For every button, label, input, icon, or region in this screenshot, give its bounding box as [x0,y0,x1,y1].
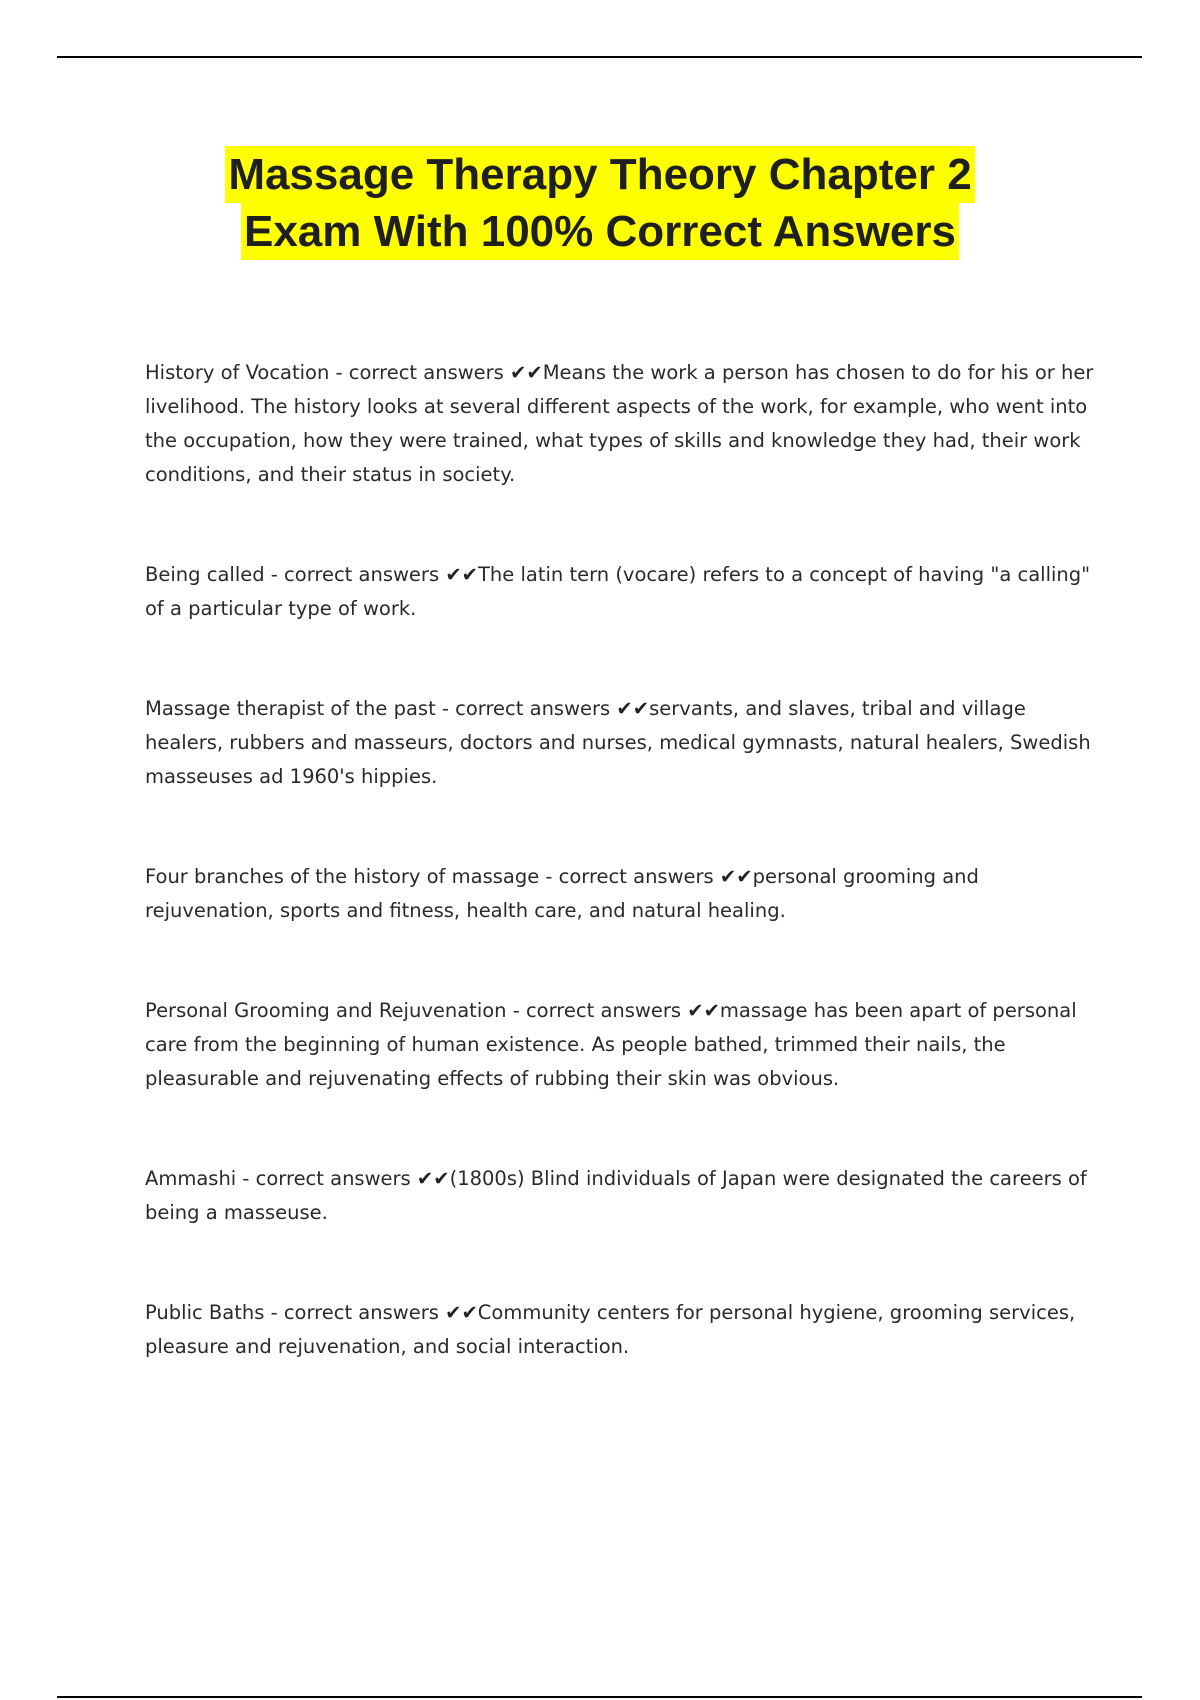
qa-answer: servants, and slaves, tribal and village healers, rubbers and masseurs, doctors and nurses, medical gymnasts, natural healers, Swedish masseuses ad 1960's hippies. [145,697,1091,788]
qa-term: Being called - correct answers [145,563,446,586]
qa-item-personal-grooming [145,994,1095,1096]
qa-item-four-branches [145,860,1095,928]
qa-term: Personal Grooming and Rejuvenation - correct answers [145,999,688,1022]
top-rule [57,56,1142,58]
check-icon: ✔✔ [416,1167,450,1190]
qa-item-being-called [145,558,1095,626]
qa-term: Massage therapist of the past - correct answers [145,697,617,720]
qa-answer: (1800s) Blind individuals of Japan were designated the careers of being a masseuse. [145,1167,1087,1224]
check-icon: ✔✔ [445,563,478,586]
qa-term: Public Baths - correct answers [145,1301,446,1324]
document-title [0,146,1200,260]
title-line-2: Exam With 100% Correct Answers [241,203,959,260]
qa-answer: massage has been apart of personal care from the beginning of human existence. As people bathed, trimmed their nails, the pleasurable and rejuvenating effects of rubbing their skin was obvious. [145,999,1077,1090]
qa-answer: Means the work a person has chosen to do for his or her livelihood. The history looks at several different aspects of the work, for example, who went into the occupation, how they were trained, what types of skills and knowledge they had, their work conditions, and their status in society. [145,361,1094,486]
qa-term: Ammashi - correct answers [145,1167,417,1190]
qa-item-massage-therapist-past [145,692,1095,794]
bottom-rule [57,1696,1142,1698]
qa-item-ammashi [145,1162,1095,1230]
title-line-1: Massage Therapy Theory Chapter 2 [225,146,974,203]
qa-answer: Community centers for personal hygiene, grooming services, pleasure and rejuvenation, and social interaction. [145,1301,1076,1358]
check-icon: ✔✔ [445,1301,478,1324]
check-icon: ✔✔ [616,697,650,720]
check-icon: ✔✔ [687,999,720,1022]
check-icon: ✔✔ [510,361,543,384]
qa-term: History of Vocation - correct answers [145,361,511,384]
qa-answer: The latin tern (vocare) refers to a concept of having "a calling" of a particular type of work. [145,563,1091,620]
qa-list [145,356,1095,1364]
check-icon: ✔✔ [719,865,753,888]
qa-item-public-baths [145,1296,1095,1364]
qa-term: Four branches of the history of massage - correct answers [145,865,720,888]
qa-item-history-of-vocation [145,356,1095,492]
qa-answer: personal grooming and rejuvenation, sports and fitness, health care, and natural healing. [145,865,979,922]
